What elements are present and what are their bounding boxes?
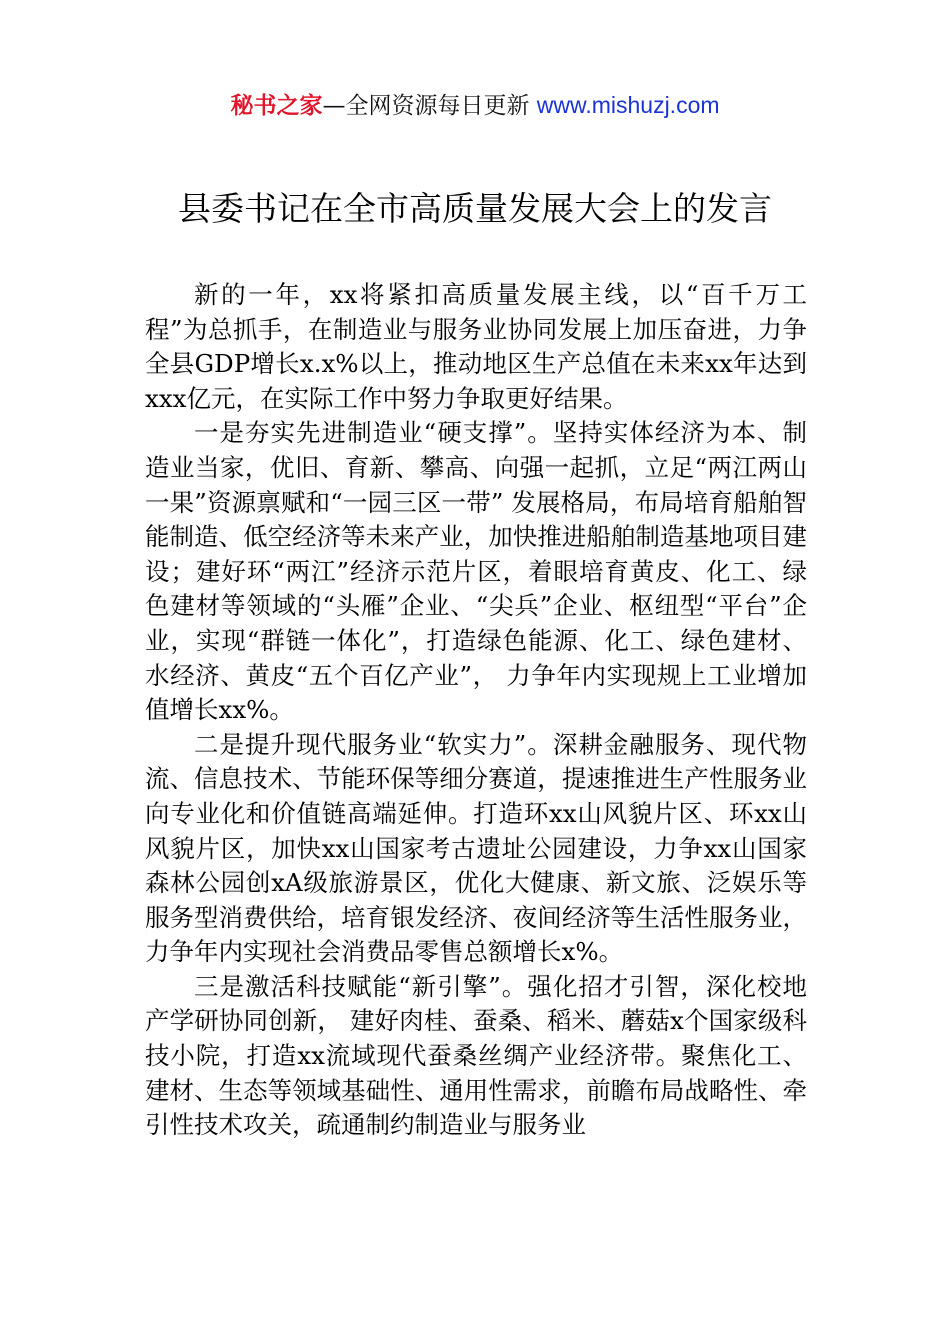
paragraph-technology: 三是激活科技赋能“新引擎”。强化招才引智，深化校地产学研协同创新， 建好肉桂、蚕桑、稻米、蘑菇x个国家级科技小院，打造xx流域现代蚕桑丝绸产业经济带。聚焦化工、建材、生态等领域基础性、通用性需求，前瞻布局战略性、牵引性技术攻关，疏通制约制造业与服务业 <box>145 971 807 1140</box>
document-body <box>145 278 807 1143</box>
header-tagline: —全网资源每日更新 <box>322 93 537 119</box>
paragraph-manufacturing: 一是夯实先进制造业“硬支撑”。坚持实体经济为本、制造业当家，优旧、育新、攀高、向强一起抓，立足“两江两山一果”资源禀赋和“一园三区一带” 发展格局，布局培育船舶智能制造、低空经济等未来产业，加快推进船舶制造基地项目建设；建好环“两江”经济示范片区，着眼培育黄皮、化工、绿色建材等领域的“头雁”企业、“尖兵”企业、枢纽型“平台”企业，实现“群链一体化”，打造绿色能源、化工、绿色建材、水经济、黄皮“五个百亿产业”， 力争年内实现规上工业增加值增长xx%。 <box>145 418 807 725</box>
brand-name: 秘书之家 <box>230 93 323 119</box>
site-header <box>0 88 950 123</box>
paragraph-intro: 新的一年，xx将紧扣高质量发展主线，以“百千万工程”为总抓手，在制造业与服务业协同发展上加压奋进，力争全县GDP增长x.x%以上，推动地区生产总值在未来xx年达到xxx亿元，在实际工作中努力争取更好结果。 <box>145 280 807 413</box>
document-title: 县委书记在全市高质量发展大会上的发言 <box>178 189 772 228</box>
paragraph-services: 二是提升现代服务业“软实力”。深耕金融服务、现代物流、信息技术、节能环保等细分赛道，提速推进生产性服务业向专业化和价值链高端延伸。打造环xx山风貌片区、环xx山风貌片区，加快xx山国家考古遗址公园建设，力争xx山国家森林公园创xA级旅游景区，优化大健康、新文旅、泛娱乐等服务型消费供给，培育银发经济、夜间经济等生活性服务业，力争年内实现社会消费品零售总额增长x%。 <box>145 729 807 967</box>
site-url-link[interactable]: www.mishuzj.com <box>536 92 720 118</box>
